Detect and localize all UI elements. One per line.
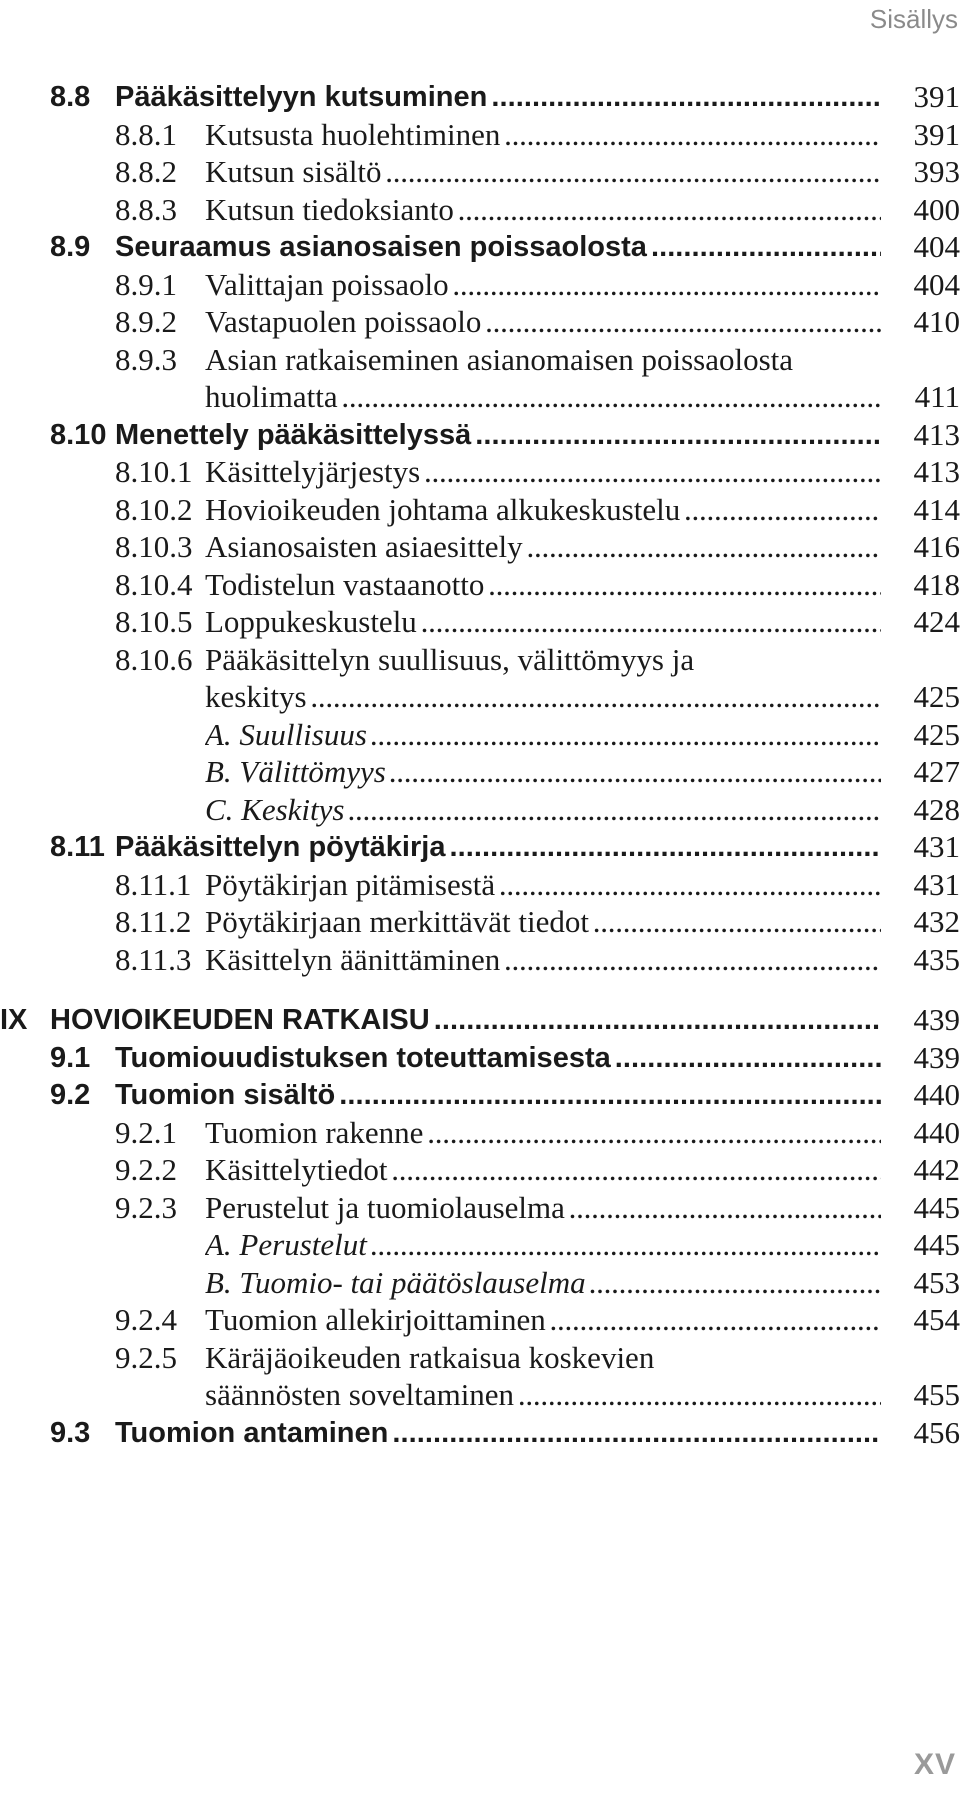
toc-entry-title: Pääkäsittelyyn kutsuminen . . . [115,75,881,119]
toc-entry-number: 8.8.1 [115,116,177,152]
toc-entry-page: 425 [913,679,960,714]
toc-entry-title: Kutsun tiedoksianto . . . [205,188,881,232]
toc-entry-page: 413 [913,416,960,452]
toc-entry-number: IX [0,1004,28,1036]
toc-entry-page: 393 [913,154,960,189]
toc-entry-title: C. Keskitys . . . [205,788,881,832]
toc-entry-page: 440 [913,1114,960,1150]
toc-entry-page: 432 [913,904,960,939]
toc-entry-title: Menettely pääkäsittelyssä . . . [115,413,881,457]
toc-entry-page: 427 [913,754,960,789]
toc-entry-number: 8.11.2 [115,904,192,939]
toc-entry-page: 404 [913,229,960,264]
toc-entry-page: 445 [913,1189,960,1225]
toc-entry-page: 418 [913,566,960,602]
toc-entry-number: 9.1 [50,1041,91,1074]
toc-entry-number: 8.11.1 [115,866,192,902]
toc-entry-title: huolimatta . . . [205,375,881,419]
toc-entry-page: 435 [913,941,960,977]
toc-entry-page: 431 [913,829,960,864]
toc-entry-number: 8.8.3 [115,191,177,227]
toc-entry-title: Tuomion antaminen . . . [115,1411,881,1455]
toc-entry-number: 8.10.2 [115,491,193,527]
toc-entry-title: A. Perustelut . . . [205,1223,881,1267]
toc-entry-title: Valittajan poissaolo . . . [205,263,881,307]
toc-entry-title: Perustelut ja tuomiolauselma . . . [205,1186,881,1230]
toc-entry-title: B. Tuomio- tai päätöslauselma . . . [205,1261,881,1305]
toc-entry-title: Käsittelytiedot . . . [205,1148,881,1192]
toc-entry-title: Todistelun vastaanotto . . . [205,563,881,607]
toc-entry-number: 8.8.2 [115,154,177,189]
toc-entry-number: 8.8 [50,81,91,113]
toc-entry-page: 439 [913,1039,960,1075]
toc-entry-title: säännösten soveltaminen . . . [205,1373,881,1417]
toc-entry-title: Kutsun sisältö . . . [205,150,881,194]
toc-entry-title: Loppukeskustelu . . . [205,600,881,644]
toc-entry-page: 416 [913,529,960,564]
toc-entry-number: 8.10.4 [115,566,193,602]
toc-entry-page: 455 [913,1377,960,1412]
toc-entry-title: Käsittelyn äänittäminen . . . [205,938,881,982]
toc-entry-page: 454 [913,1302,960,1337]
toc-entry-title: Tuomion sisältö . . . [115,1073,881,1117]
toc-entry-number: 8.9.1 [115,266,177,302]
toc-entry-title: Käräjäoikeuden ratkaisua koskevien [205,1339,655,1375]
toc-entry-page: 431 [913,866,960,902]
toc-entry-number: 9.2.5 [115,1339,177,1375]
toc-entry-page: 414 [913,491,960,527]
toc-entry-page: 391 [913,116,960,152]
toc-entry-number: 9.2 [50,1079,91,1111]
toc-entry-title: Käsittelyjärjestys . . . [205,450,881,494]
toc-entry-title: HOVIOIKEUDEN RATKAISU . . . [50,998,881,1042]
toc-entry-number: 8.10.3 [115,529,193,564]
toc-entry-page: 400 [913,191,960,227]
toc-entry-number: 9.3 [50,1416,91,1449]
toc-entry-title: Seuraamus asianosaisen poissaolosta . . . [115,225,881,269]
toc-entry-title: Pääkäsittelyn suullisuus, välittömyys ja [205,641,695,677]
toc-entry-title: Tuomiouudistuksen toteuttamisesta . . . [115,1036,881,1080]
toc-entry-page: 424 [913,604,960,639]
toc-entry-title: Pöytäkirjan pitämisestä . . . [205,863,881,907]
toc-entry-number: 8.11 [50,831,105,863]
toc-entry-page: 456 [913,1414,960,1450]
toc-entry-title: B. Välittömyys . . . [205,750,881,794]
toc-entry-number: 8.10.1 [115,454,193,489]
toc-entry-number: 8.10.6 [115,641,193,677]
toc-entry-page: 428 [913,791,960,827]
toc-entry-number: 9.2.4 [115,1302,177,1337]
toc-entry-title: Asianosaisten asiaesittely . . . [205,525,881,569]
toc-entry-number: 9.2.1 [115,1114,177,1150]
toc-entry-page: 442 [913,1152,960,1187]
toc-entry-page: 439 [913,1002,960,1037]
toc-entry-number: 8.9.2 [115,304,177,339]
toc-entry-page: 411 [914,379,960,414]
toc-entry-title: Vastapuolen poissaolo . . . [205,300,881,344]
toc-entry-page: 445 [913,1227,960,1262]
toc-entry-title: A. Suullisuus . . . [205,713,881,757]
toc-entry-title: Pääkäsittelyn pöytäkirja . . . [115,825,881,869]
toc-entry-title: Pöytäkirjaan merkittävät tiedot . . . [205,900,881,944]
toc-entry-title: Tuomion allekirjoittaminen . . . [205,1298,881,1342]
toc-entry[interactable] [50,1411,960,1455]
toc-entry-number: 8.10.5 [115,604,193,639]
toc-entry-title: Asian ratkaiseminen asianomaisen poissaolosta [205,341,794,377]
toc-entry-title: keskitys . . . [205,675,881,719]
toc-entry-page: 410 [913,304,960,339]
running-header: Sisällys [869,4,958,34]
toc-entry-page: 440 [913,1077,960,1112]
toc-entry-page: 413 [913,454,960,489]
toc-entry-number: 9.2.3 [115,1189,177,1225]
toc-entry-page: 391 [913,79,960,114]
toc-entry-number: 8.10 [50,418,107,451]
toc-entry-page: 453 [913,1264,960,1300]
toc-entry-page: 425 [913,716,960,752]
toc-entry-number: 8.11.3 [115,941,192,977]
toc-entry-title: Kutsusta huolehtiminen . . . [205,113,881,157]
page-number: XV [913,1748,956,1781]
toc-entry-title: Tuomion rakenne . . . [205,1111,881,1155]
toc-entry-title: Hovioikeuden johtama alkukeskustelu . . . [205,488,881,532]
toc-entry-number: 8.9 [50,231,91,263]
toc-entry-page: 404 [913,266,960,302]
toc-entry-number: 8.9.3 [115,341,177,377]
toc-entry[interactable] [115,938,960,982]
toc-entry-number: 9.2.2 [115,1152,177,1187]
